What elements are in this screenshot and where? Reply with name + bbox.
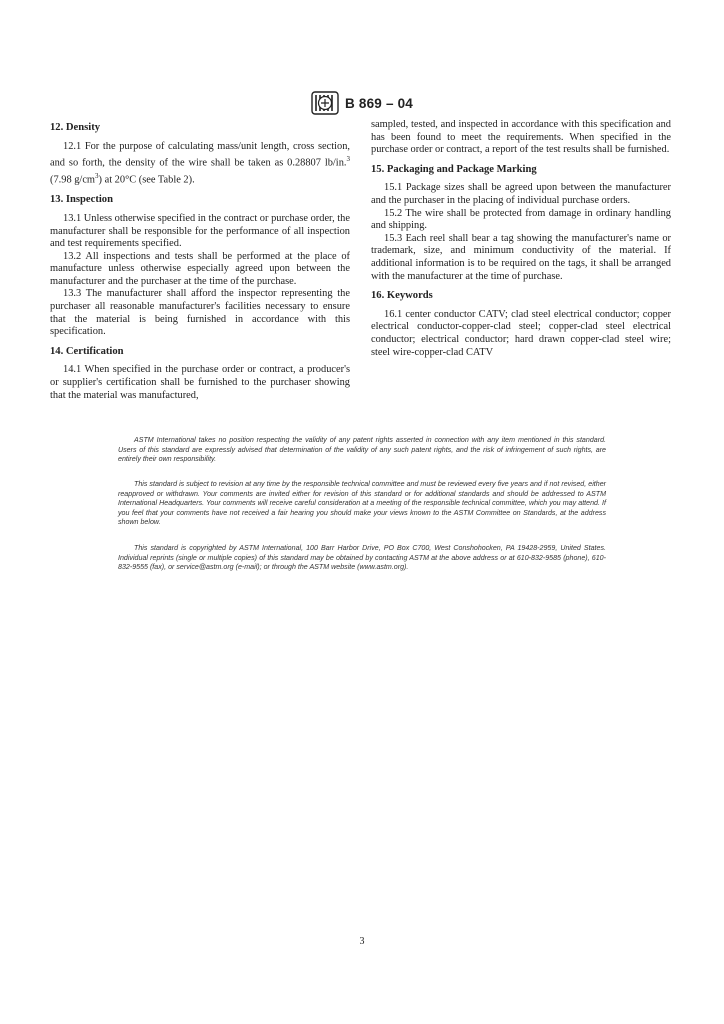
paragraph-13-1: 13.1 Unless otherwise specified in the contract or purchase order, the manufacturer shall be responsible for the performance of all inspection and test requirements specified. (50, 212, 350, 250)
paragraph-13-3: 13.3 The manufacturer shall afford the inspector representing the purchaser all reasonable manufacturer's facilities necessary to ensure that the material is being furnished in accordance with this specification. (50, 288, 350, 338)
page-number: 3 (359, 936, 365, 947)
page-header (0, 91, 724, 115)
paragraph-14-1-continued: sampled, tested, and inspected in accordance with this specification and has been found to meet the requirements. When specified in the purchase order or contract, a report of the test results shall be furnished. (371, 119, 671, 156)
section-heading-density: 12. Density (50, 122, 101, 133)
paragraph-15-1: 15.1 Package sizes shall be agreed upon between the manufacturer and the purchaser in the placing of individual purchase orders. (371, 182, 671, 206)
paragraph-12-1: 12.1 For the purpose of calculating mass/unit length, cross section, and so forth, the density of the wire shall be taken as 0.28807 lb/in.$^3$ (7.98 $g/cm^3$) at 20°C (see Table 2). (50, 140, 350, 186)
section-heading-packaging: 15. Packaging and Package Marking (371, 163, 537, 175)
paragraph-13-2: 13.2 All inspections and tests shall be performed at the place of manufacture unless otherwise especially agreed upon between the manufacturer and the purchaser at the time of the purchase. (50, 250, 350, 287)
section-heading-keywords: 16. Keywords (371, 290, 433, 302)
paragraph-16-1: 16.1 center conductor CATV; clad steel electrical conductor; copper electrical conductor-copper-clad steel; copper-clad steel electrical conductor; electrical conductor; hard drawn copper-clad steel wire; steel wire-copper-clad CATV (371, 308, 671, 358)
section-heading-certification: 14. Certification (50, 345, 124, 357)
paragraph-15-3: 15.3 Each reel shall bear a tag showing the manufacturer's name or trademark, size, and minimum conductivity of the material. If additional information is to be required on the tags, it shall be arranged with the manufacturer at the time of purchase. (371, 232, 671, 282)
astm-logo-icon (311, 91, 339, 115)
standard-designation: B 869 – 04 (344, 95, 414, 111)
copyright-notice: This standard is copyrighted by ASTM International, 100 Barr Harbor Drive, PO Box C700, West Conshohocken, PA 19428-2959, United States. Individual reprints (single or multiple copies) of this standard may be obtained by contacting ASTM at the above address or at 610-832-9585 (phone), 610-832-9555 (fax), or service@astm.org (e-mail); or through the ASTM website (www.astm.org). (118, 544, 606, 572)
patent-notice: ASTM International takes no position respecting the validity of any patent rights asserted in connection with any item mentioned in this standard. Users of this standard are expressly advised that determination of the validity of any such patent rights, and the risk of infringement of such rights, are entirely their own responsibility. (118, 436, 606, 464)
left-column (50, 119, 350, 402)
section-heading-inspection: 13. Inspection (50, 194, 113, 206)
paragraph-15-2: 15.2 The wire shall be protected from damage in ordinary handling and shipping. (371, 207, 671, 232)
paragraph-14-1: 14.1 When specified in the purchase order or contract, a producer's or supplier's certification shall be furnished to the purchaser showing that the material was manufactured, (50, 364, 350, 401)
right-column (371, 119, 671, 359)
revision-notice: This standard is subject to revision at any time by the responsible technical committee and must be reviewed every five years and if not revised, either reapproved or withdrawn. Your comments are invited either for revision of this standard or for additional standards and should be addressed to ASTM International Headquarters. Your comments will receive careful consideration at a meeting of the responsible technical committee, which you may attend. If you feel that your comments have not received a fair hearing you should make your views known to the ASTM Committee on Standards, at the address shown below. (118, 480, 606, 527)
